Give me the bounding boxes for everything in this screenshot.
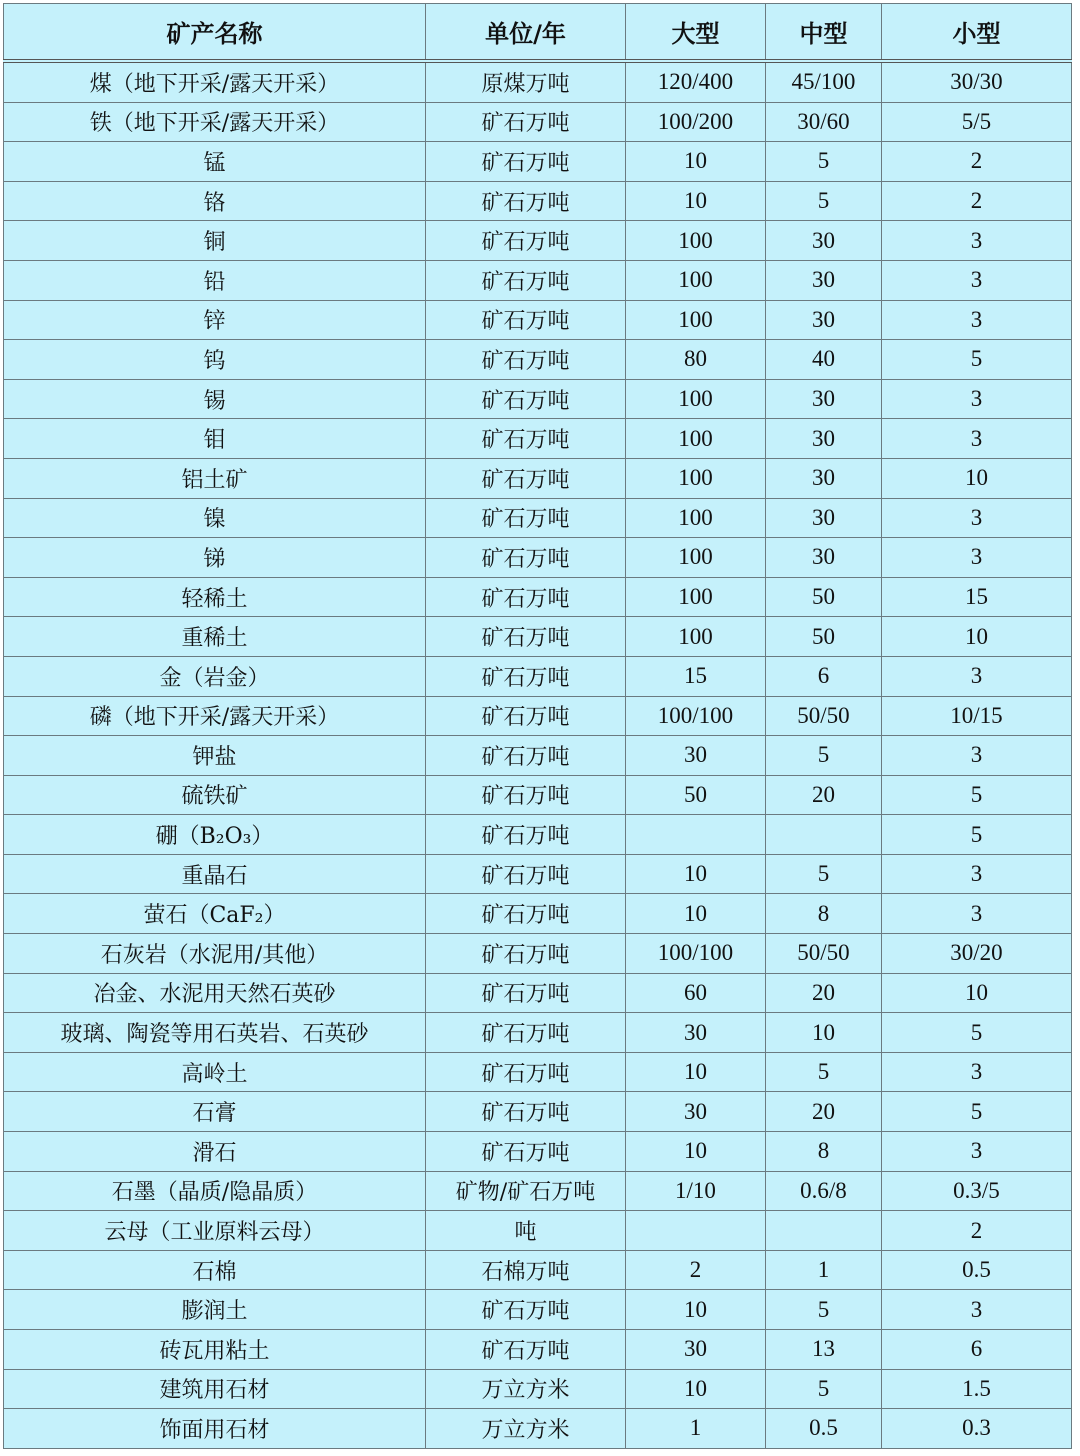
medium-cell: 13 (766, 1330, 882, 1370)
medium-cell: 30 (766, 221, 882, 261)
table-row (4, 1369, 1072, 1409)
mineral-name-cell: 高岭土 (4, 1052, 426, 1092)
medium-cell: 0.5 (766, 1409, 882, 1449)
medium-cell: 30 (766, 538, 882, 578)
mineral-name-cell: 铝土矿 (4, 458, 426, 498)
table-row (4, 894, 1072, 934)
unit-cell: 矿石万吨 (426, 1052, 626, 1092)
medium-cell: 1 (766, 1250, 882, 1290)
mineral-name-cell: 锡 (4, 379, 426, 419)
large-cell: 100 (626, 221, 766, 261)
unit-cell: 万立方米 (426, 1409, 626, 1449)
large-cell: 100 (626, 300, 766, 340)
small-cell: 5 (882, 1092, 1072, 1132)
small-cell: 3 (882, 221, 1072, 261)
medium-cell: 50/50 (766, 934, 882, 974)
large-cell: 50 (626, 775, 766, 815)
mineral-name-cell: 铁（地下开采/露天开采） (4, 102, 426, 142)
mineral-name-cell: 锌 (4, 300, 426, 340)
table-row (4, 498, 1072, 538)
large-cell: 100/100 (626, 934, 766, 974)
mineral-name-cell: 硫铁矿 (4, 775, 426, 815)
unit-cell: 矿石万吨 (426, 815, 626, 855)
small-cell: 10 (882, 617, 1072, 657)
small-cell: 3 (882, 379, 1072, 419)
unit-cell: 矿石万吨 (426, 260, 626, 300)
table-row (4, 340, 1072, 380)
large-cell: 2 (626, 1250, 766, 1290)
medium-cell: 5 (766, 854, 882, 894)
medium-cell: 50 (766, 617, 882, 657)
large-cell: 10 (626, 181, 766, 221)
table-row (4, 1052, 1072, 1092)
table-row (4, 458, 1072, 498)
header-mineral-name: 矿产名称 (4, 4, 426, 62)
large-cell (626, 1211, 766, 1251)
mineral-name-cell: 轻稀土 (4, 577, 426, 617)
large-cell: 30 (626, 1330, 766, 1370)
table-row (4, 696, 1072, 736)
medium-cell: 30/60 (766, 102, 882, 142)
table-row (4, 1290, 1072, 1330)
table-row (4, 181, 1072, 221)
large-cell: 10 (626, 1369, 766, 1409)
table-row (4, 934, 1072, 974)
table-row (4, 1211, 1072, 1251)
medium-cell: 6 (766, 656, 882, 696)
mineral-name-cell: 磷（地下开采/露天开采） (4, 696, 426, 736)
header-row (4, 4, 1072, 62)
small-cell: 5/5 (882, 102, 1072, 142)
mineral-name-cell: 金（岩金） (4, 656, 426, 696)
medium-cell: 5 (766, 181, 882, 221)
table-row (4, 617, 1072, 657)
table-row (4, 260, 1072, 300)
medium-cell: 30 (766, 300, 882, 340)
mineral-name-cell: 硼（B₂O₃） (4, 815, 426, 855)
medium-cell: 50 (766, 577, 882, 617)
small-cell: 30/30 (882, 61, 1072, 102)
unit-cell: 矿石万吨 (426, 1092, 626, 1132)
small-cell: 3 (882, 736, 1072, 776)
table-row (4, 577, 1072, 617)
medium-cell: 20 (766, 1092, 882, 1132)
small-cell: 5 (882, 775, 1072, 815)
unit-cell: 矿石万吨 (426, 973, 626, 1013)
large-cell: 30 (626, 1013, 766, 1053)
medium-cell (766, 1211, 882, 1251)
mineral-name-cell: 重晶石 (4, 854, 426, 894)
mineral-name-cell: 石墨（晶质/隐晶质） (4, 1171, 426, 1211)
large-cell: 100 (626, 379, 766, 419)
small-cell: 5 (882, 815, 1072, 855)
medium-cell: 5 (766, 142, 882, 182)
unit-cell: 矿石万吨 (426, 577, 626, 617)
mineral-name-cell: 镍 (4, 498, 426, 538)
table-row (4, 538, 1072, 578)
table-row (4, 854, 1072, 894)
table-row (4, 102, 1072, 142)
large-cell: 100/200 (626, 102, 766, 142)
small-cell: 3 (882, 854, 1072, 894)
small-cell: 3 (882, 1132, 1072, 1172)
table-row (4, 379, 1072, 419)
table-row (4, 1132, 1072, 1172)
large-cell: 10 (626, 1290, 766, 1330)
large-cell: 30 (626, 1092, 766, 1132)
unit-cell: 矿石万吨 (426, 379, 626, 419)
small-cell: 2 (882, 142, 1072, 182)
large-cell: 100 (626, 617, 766, 657)
table-row (4, 1409, 1072, 1449)
small-cell: 3 (882, 260, 1072, 300)
table-row (4, 815, 1072, 855)
unit-cell: 矿石万吨 (426, 221, 626, 261)
mineral-name-cell: 石膏 (4, 1092, 426, 1132)
table-row (4, 973, 1072, 1013)
unit-cell: 矿石万吨 (426, 419, 626, 459)
medium-cell: 5 (766, 1052, 882, 1092)
small-cell: 3 (882, 538, 1072, 578)
unit-cell: 石棉万吨 (426, 1250, 626, 1290)
small-cell: 3 (882, 894, 1072, 934)
medium-cell: 8 (766, 1132, 882, 1172)
medium-cell: 45/100 (766, 61, 882, 102)
small-cell: 3 (882, 498, 1072, 538)
unit-cell: 矿物/矿石万吨 (426, 1171, 626, 1211)
large-cell: 10 (626, 894, 766, 934)
medium-cell: 30 (766, 379, 882, 419)
mineral-name-cell: 饰面用石材 (4, 1409, 426, 1449)
mineral-name-cell: 钾盐 (4, 736, 426, 776)
unit-cell: 矿石万吨 (426, 102, 626, 142)
table-row (4, 1250, 1072, 1290)
header-medium: 中型 (766, 4, 882, 62)
large-cell: 100 (626, 498, 766, 538)
large-cell: 10 (626, 1132, 766, 1172)
table-row (4, 221, 1072, 261)
medium-cell: 5 (766, 1290, 882, 1330)
medium-cell: 30 (766, 260, 882, 300)
small-cell: 10/15 (882, 696, 1072, 736)
header-large: 大型 (626, 4, 766, 62)
medium-cell: 30 (766, 419, 882, 459)
unit-cell: 矿石万吨 (426, 538, 626, 578)
mineral-name-cell: 重稀土 (4, 617, 426, 657)
large-cell (626, 815, 766, 855)
unit-cell: 吨 (426, 1211, 626, 1251)
table-row (4, 775, 1072, 815)
table-body (4, 61, 1072, 1448)
mineral-name-cell: 铜 (4, 221, 426, 261)
unit-cell: 矿石万吨 (426, 696, 626, 736)
large-cell: 60 (626, 973, 766, 1013)
unit-cell: 矿石万吨 (426, 894, 626, 934)
table-row (4, 736, 1072, 776)
medium-cell: 20 (766, 973, 882, 1013)
mineral-name-cell: 膨润土 (4, 1290, 426, 1330)
table-row (4, 419, 1072, 459)
large-cell: 100/100 (626, 696, 766, 736)
table-row (4, 1092, 1072, 1132)
table-row (4, 1171, 1072, 1211)
unit-cell: 矿石万吨 (426, 1330, 626, 1370)
small-cell: 3 (882, 656, 1072, 696)
table-row (4, 1013, 1072, 1053)
large-cell: 15 (626, 656, 766, 696)
small-cell: 5 (882, 340, 1072, 380)
medium-cell (766, 815, 882, 855)
medium-cell: 5 (766, 1369, 882, 1409)
medium-cell: 0.6/8 (766, 1171, 882, 1211)
large-cell: 80 (626, 340, 766, 380)
mineral-name-cell: 锑 (4, 538, 426, 578)
mineral-name-cell: 冶金、水泥用天然石英砂 (4, 973, 426, 1013)
large-cell: 10 (626, 854, 766, 894)
small-cell: 10 (882, 973, 1072, 1013)
medium-cell: 10 (766, 1013, 882, 1053)
unit-cell: 矿石万吨 (426, 775, 626, 815)
unit-cell: 矿石万吨 (426, 458, 626, 498)
small-cell: 2 (882, 181, 1072, 221)
unit-cell: 矿石万吨 (426, 736, 626, 776)
mineral-name-cell: 石棉 (4, 1250, 426, 1290)
unit-cell: 矿石万吨 (426, 854, 626, 894)
large-cell: 10 (626, 1052, 766, 1092)
unit-cell: 矿石万吨 (426, 142, 626, 182)
mineral-name-cell: 铅 (4, 260, 426, 300)
small-cell: 1.5 (882, 1369, 1072, 1409)
large-cell: 30 (626, 736, 766, 776)
large-cell: 120/400 (626, 61, 766, 102)
mineral-name-cell: 钨 (4, 340, 426, 380)
unit-cell: 万立方米 (426, 1369, 626, 1409)
mineral-name-cell: 玻璃、陶瓷等用石英岩、石英砂 (4, 1013, 426, 1053)
mine-scale-table (3, 3, 1072, 1449)
unit-cell: 矿石万吨 (426, 1132, 626, 1172)
large-cell: 1/10 (626, 1171, 766, 1211)
mineral-name-cell: 锰 (4, 142, 426, 182)
large-cell: 100 (626, 458, 766, 498)
small-cell: 3 (882, 1052, 1072, 1092)
medium-cell: 8 (766, 894, 882, 934)
mineral-name-cell: 云母（工业原料云母） (4, 1211, 426, 1251)
table-row (4, 142, 1072, 182)
small-cell: 30/20 (882, 934, 1072, 974)
small-cell: 15 (882, 577, 1072, 617)
mineral-name-cell: 钼 (4, 419, 426, 459)
medium-cell: 30 (766, 498, 882, 538)
small-cell: 3 (882, 1290, 1072, 1330)
medium-cell: 30 (766, 458, 882, 498)
header-unit: 单位/年 (426, 4, 626, 62)
table-row (4, 300, 1072, 340)
table-row (4, 61, 1072, 102)
medium-cell: 50/50 (766, 696, 882, 736)
unit-cell: 矿石万吨 (426, 1290, 626, 1330)
small-cell: 0.3 (882, 1409, 1072, 1449)
table-row (4, 1330, 1072, 1370)
small-cell: 6 (882, 1330, 1072, 1370)
medium-cell: 20 (766, 775, 882, 815)
mineral-name-cell: 滑石 (4, 1132, 426, 1172)
unit-cell: 矿石万吨 (426, 1013, 626, 1053)
unit-cell: 原煤万吨 (426, 61, 626, 102)
large-cell: 100 (626, 260, 766, 300)
unit-cell: 矿石万吨 (426, 934, 626, 974)
medium-cell: 5 (766, 736, 882, 776)
small-cell: 3 (882, 300, 1072, 340)
small-cell: 3 (882, 419, 1072, 459)
mineral-name-cell: 煤（地下开采/露天开采） (4, 61, 426, 102)
unit-cell: 矿石万吨 (426, 656, 626, 696)
unit-cell: 矿石万吨 (426, 181, 626, 221)
unit-cell: 矿石万吨 (426, 340, 626, 380)
large-cell: 1 (626, 1409, 766, 1449)
header-small: 小型 (882, 4, 1072, 62)
small-cell: 0.3/5 (882, 1171, 1072, 1211)
small-cell: 10 (882, 458, 1072, 498)
table-row (4, 656, 1072, 696)
unit-cell: 矿石万吨 (426, 617, 626, 657)
mineral-name-cell: 萤石（CaF₂） (4, 894, 426, 934)
mineral-name-cell: 铬 (4, 181, 426, 221)
unit-cell: 矿石万吨 (426, 300, 626, 340)
unit-cell: 矿石万吨 (426, 498, 626, 538)
large-cell: 100 (626, 538, 766, 578)
mineral-name-cell: 砖瓦用粘土 (4, 1330, 426, 1370)
mine-scale-table-container (3, 3, 1072, 1449)
large-cell: 100 (626, 419, 766, 459)
large-cell: 10 (626, 142, 766, 182)
medium-cell: 40 (766, 340, 882, 380)
large-cell: 100 (626, 577, 766, 617)
mineral-name-cell: 建筑用石材 (4, 1369, 426, 1409)
small-cell: 5 (882, 1013, 1072, 1053)
small-cell: 2 (882, 1211, 1072, 1251)
small-cell: 0.5 (882, 1250, 1072, 1290)
mineral-name-cell: 石灰岩（水泥用/其他） (4, 934, 426, 974)
